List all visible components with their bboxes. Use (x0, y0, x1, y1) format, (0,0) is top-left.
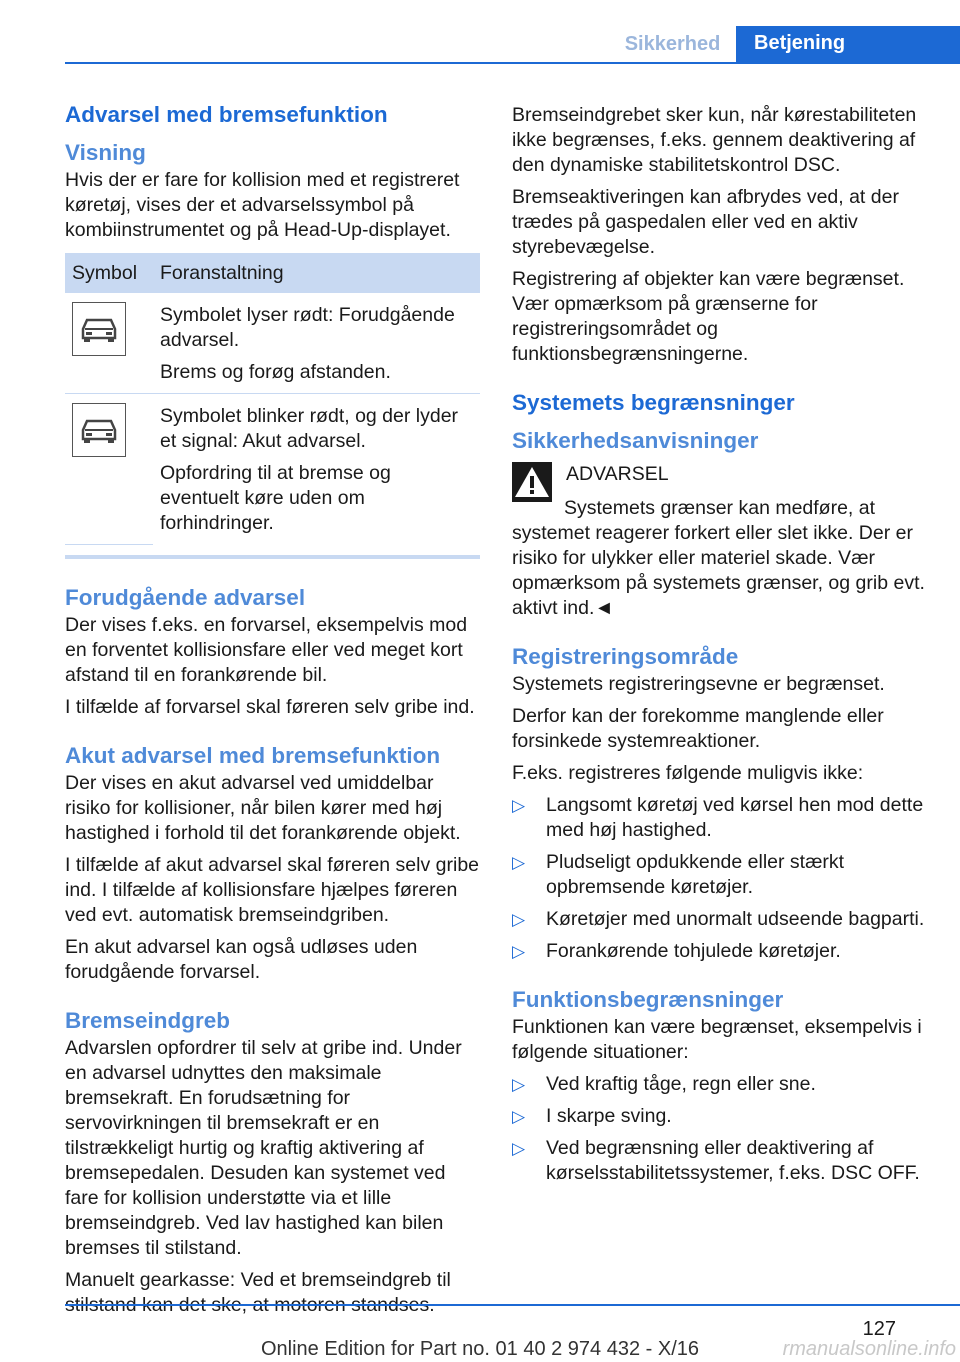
bremse-p2: Manuelt gearkasse: Ved et bremseindgreb til stilstand kan det ske, at motoren standses. (65, 1268, 451, 1316)
reg-p3: F.eks. registreres følgende muligvis ikke: (512, 762, 864, 784)
row2-line2: Opfordring til at bremse og eventuelt køre uden om forhindringer. (160, 462, 391, 534)
watermark: rmanualsonline.info (782, 1338, 956, 1360)
bremse-heading: Bremseindgreb (65, 1007, 231, 1033)
bullet-icon: ▷ (512, 1075, 526, 1094)
forudgaaende-heading: Forudgående advarsel (65, 584, 306, 610)
warning-title: ADVARSEL (566, 463, 669, 485)
table-row (65, 293, 480, 394)
list-item: ▷ I skarpe sving. (512, 1105, 672, 1127)
akut-p2: I tilfælde af akut advarsel skal føreren selv gribe ind. I tilfælde af kollisionsfare hjælpes føreren ved evt. automatisk bremseindgriben. (65, 853, 480, 926)
akut-p3: En akut advarsel kan også udløses uden forudgående forvarsel. (65, 935, 418, 983)
left-column (65, 100, 480, 1325)
bremse-p1: Advarslen opfordrer til selv at gribe ind. Under en advarsel udnyttes den maksimale bremsekraft. En forudsætning for servovirkningen til bremsekraft er en tilstrækkeligt hurtig og kraftig aktivering af bremsepedalen. Desuden kan systemet ved fare for kollision understøtte via et lille bremseindgreb. Ved lav hastighed kan bilen bremses til stilstand. (65, 1036, 462, 1259)
tab-betjening[interactable]: Betjening (736, 26, 960, 62)
row1-line1: Symbolet lyser rødt: Forudgående advarsel. (160, 304, 455, 351)
sikker-heading: Sikkerhedsanvisninger (512, 428, 759, 453)
symbol-table (65, 253, 480, 545)
right-column (512, 103, 932, 1193)
car-warning-icon (72, 302, 126, 356)
table-row (65, 394, 480, 545)
akut-heading: Akut advarsel med bremsefunktion (65, 742, 441, 768)
forudgaaende-p1: Der vises f.eks. en forvarsel, eksempelvis mod en forventet kollisionsfare eller ved meget kort afstand til en forankørende bil. (65, 613, 468, 686)
col-symbol-header: Symbol (65, 253, 153, 293)
bullet-icon: ▷ (512, 1139, 526, 1158)
row1-line2: Brems og forøg afstanden. (160, 361, 391, 383)
section-title: Advarsel med bremsefunktion (65, 102, 388, 127)
tab-sikkerhed[interactable]: Sikkerhed (624, 33, 721, 55)
right-p2: Bremseaktiveringen kan afbrydes ved, at der trædes på gaspedalen eller ved en aktiv styrebevægelse. (512, 186, 899, 258)
warning-triangle-icon (512, 462, 552, 502)
bullet-icon: ▷ (512, 942, 526, 961)
col-action-header: Foranstaltning (153, 253, 480, 293)
reg-list (512, 793, 932, 964)
bullet-icon: ▷ (512, 796, 526, 815)
list-item: ▷ Ved begrænsning eller deaktivering af kørselsstabilitetssystemer, f.eks. DSC OFF. (512, 1137, 920, 1184)
list-item: ▷ Forankørende tohjulede køretøjer. (512, 940, 841, 962)
right-p1: Bremseindgrebet sker kun, når kørestabiliteten ikke begrænses, f.eks. gennem deaktivering af den dynamiske stabilitetskontrol DSC. (512, 104, 917, 176)
row2-line1: Symbolet blinker rødt, og der lyder et signal: Akut advarsel. (160, 405, 459, 452)
bullet-icon: ▷ (512, 853, 526, 872)
reg-heading: Registreringsområde (512, 644, 739, 669)
bullet-icon: ▷ (512, 910, 526, 929)
list-item: ▷ Ved kraftig tåge, regn eller sne. (512, 1073, 816, 1095)
forudgaaende-p2: I tilfælde af forvarsel skal føreren selv gribe ind. (65, 695, 475, 718)
func-p1: Funktionen kan være begrænset, eksempelvis i følgende situationer: (512, 1016, 922, 1063)
sys-heading: Systemets begrænsninger (512, 390, 795, 415)
visning-heading: Visning (65, 140, 146, 165)
page-number: 127 (862, 1318, 896, 1340)
visning-text: Hvis der er fare for kollision med et registreret køretøj, vises der et advarselssymbol på kombiinstrumentet og på Head-Up-displayet. (65, 169, 460, 241)
right-p3: Registrering af objekter kan være begrænset. Vær opmærksom på grænserne for registreringsområdet og funktionsbegrænsningerne. (512, 268, 905, 365)
footer-rule (65, 1304, 960, 1306)
list-item: ▷ Køretøjer med unormalt udseende bagparti. (512, 908, 925, 930)
func-list (512, 1072, 932, 1186)
list-item: ▷ Pludseligt opdukkende eller stærkt opbremsende køretøjer. (512, 851, 845, 898)
table-end-rule (65, 555, 480, 559)
list-item: ▷ Langsomt køretøj ved kørsel hen mod dette med høj hastighed. (512, 794, 924, 841)
reg-p2: Derfor kan der forekomme manglende eller forsinkede systemreaktioner. (512, 705, 884, 752)
warning-text: Systemets grænser kan medføre, at systemet reagerer forkert eller slet ikke. Der er risiko for ulykker eller materiel skade. Vær opmærksom på systemets grænser, og grib evt. aktivt ind.◄ (512, 497, 925, 619)
func-heading: Funktionsbegrænsninger (512, 987, 784, 1012)
akut-p1: Der vises en akut advarsel ved umiddelbar risiko for kollisioner, når bilen kører med høj hastighed i forhold til det forankørende objekt. (65, 771, 461, 844)
bullet-icon: ▷ (512, 1107, 526, 1126)
online-edition-text: Online Edition for Part no. 01 40 2 974 432 - X/16 (260, 1338, 700, 1360)
reg-p1: Systemets registreringsevne er begrænset. (512, 673, 885, 695)
car-warning-icon (72, 403, 126, 457)
